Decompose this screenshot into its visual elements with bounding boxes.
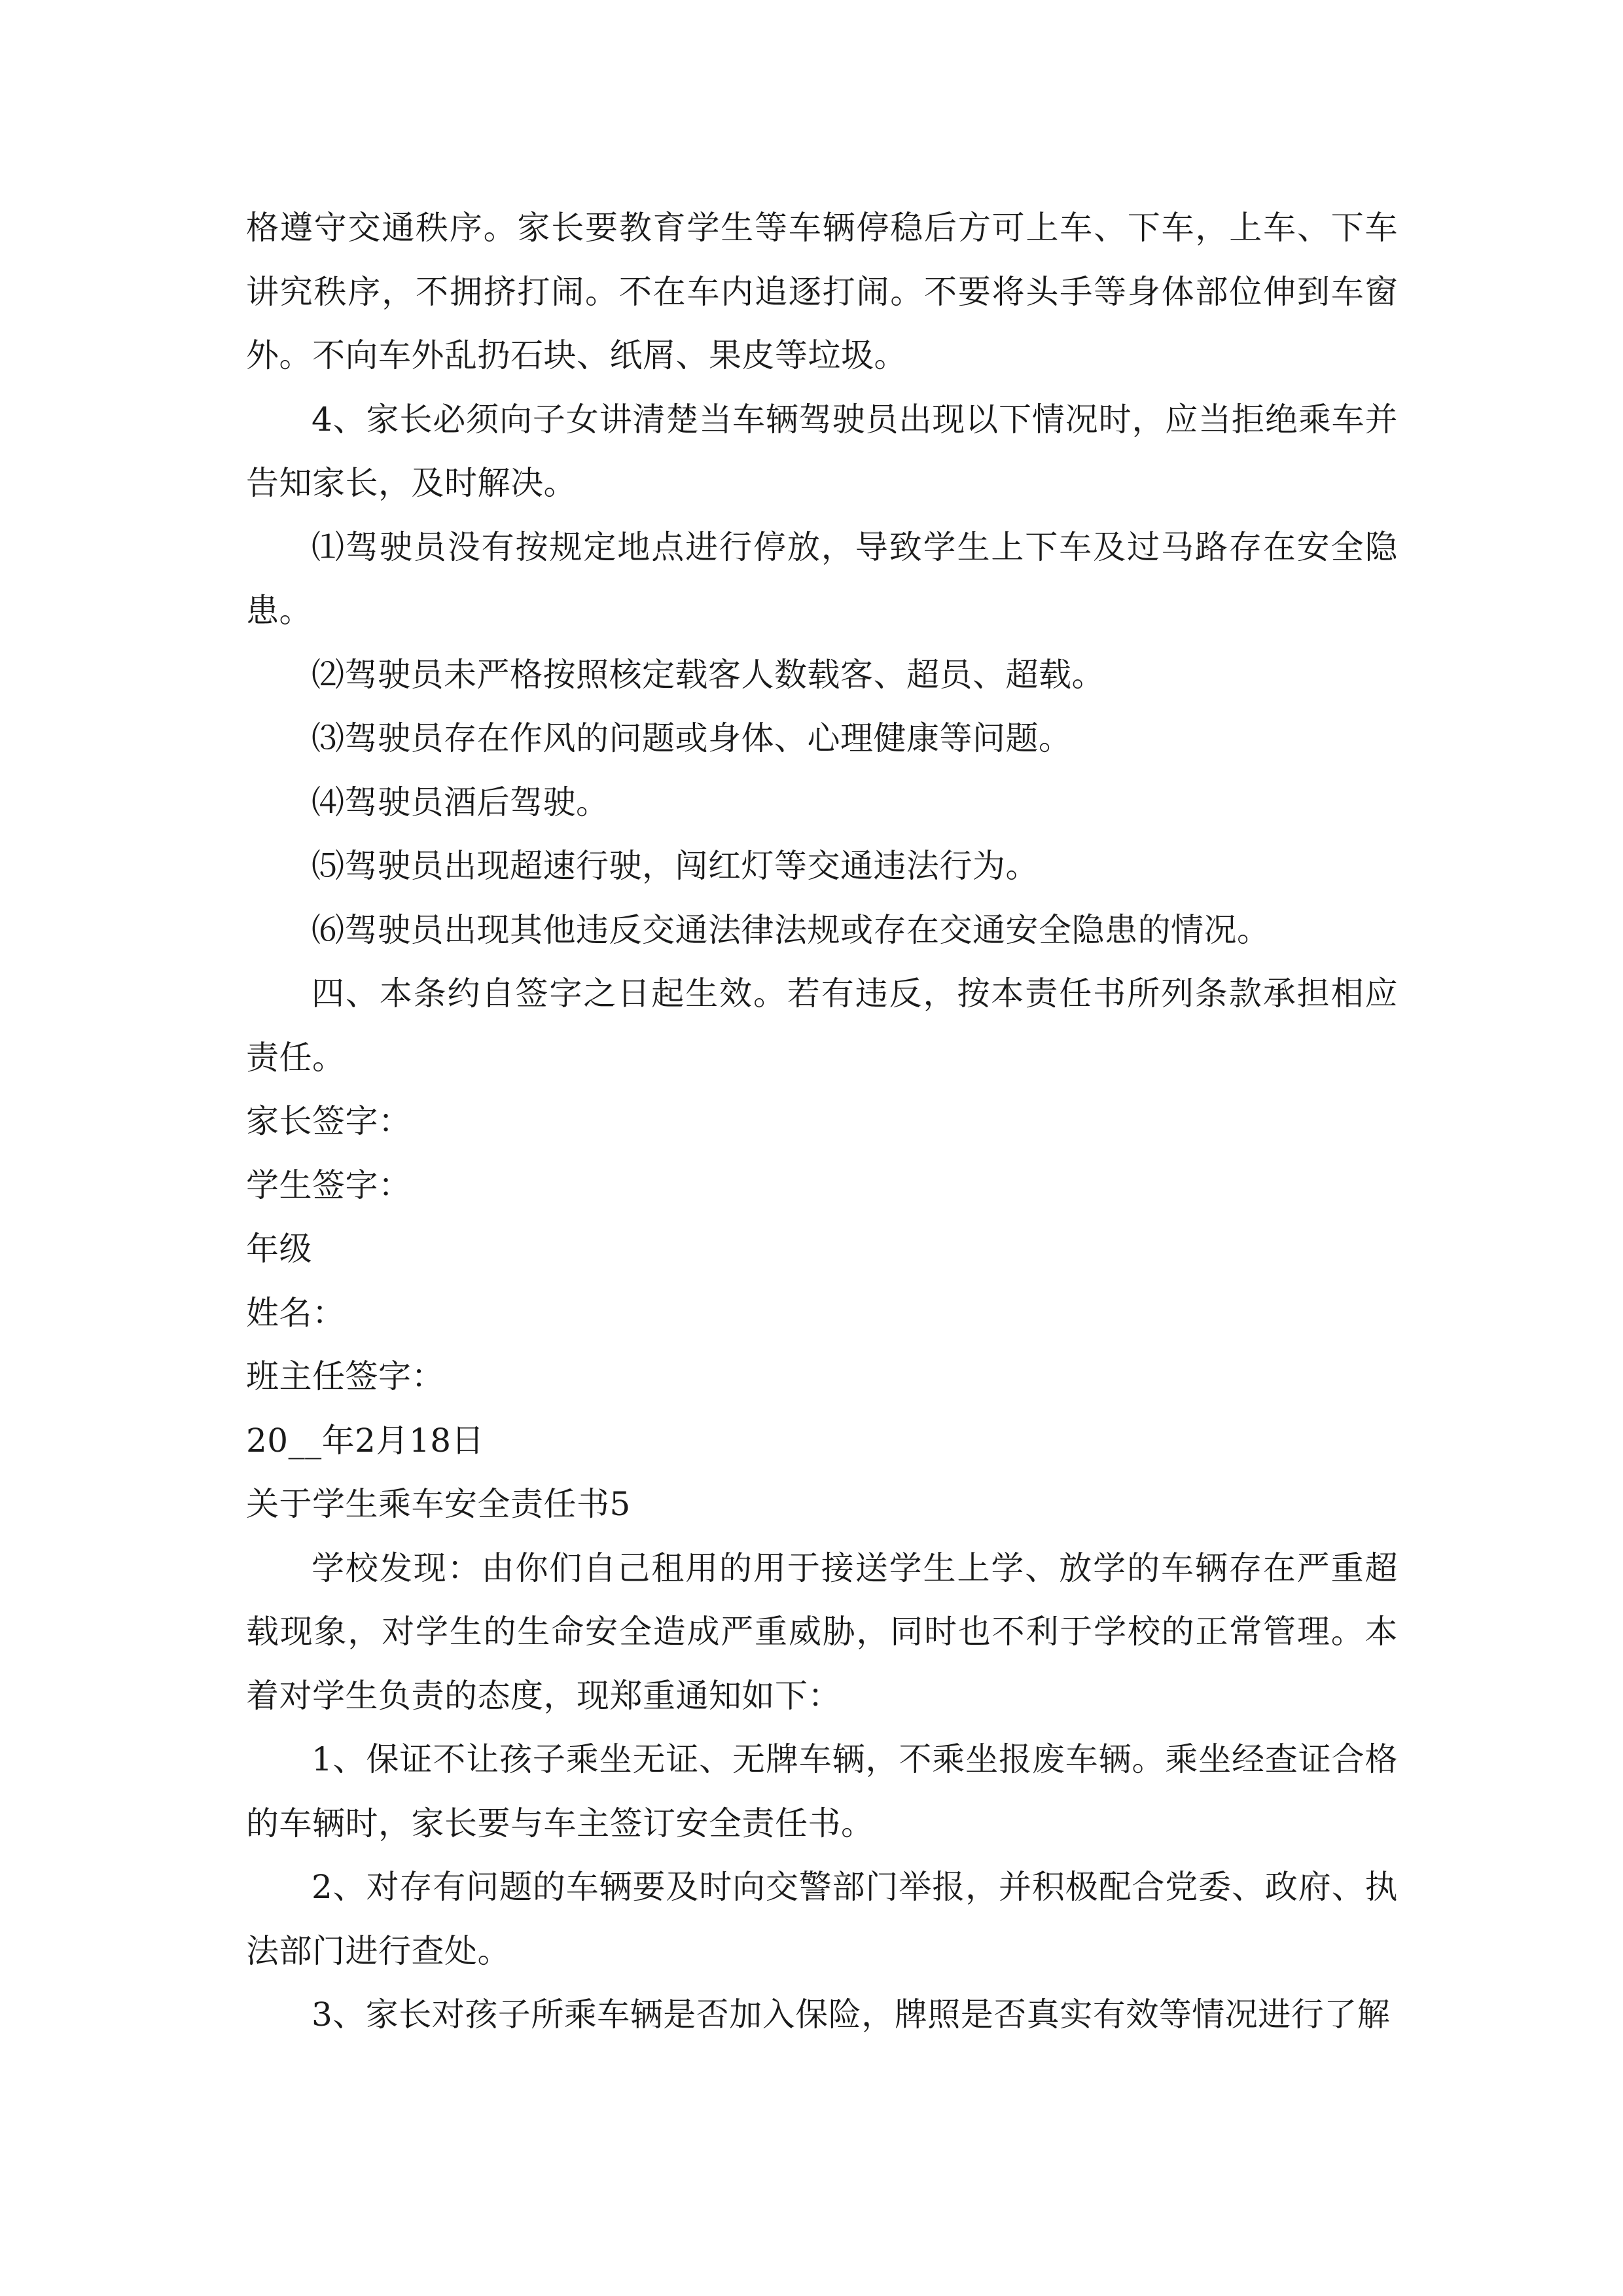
paragraph-sub-4: ⑷驾驶员酒后驾驶。 (312, 783, 609, 821)
paragraph-item-4: 4、家长必须向子女讲清楚当车辆驾驶员出现以下情况时，应当拒绝乘车并告知家长，及时解决。 (246, 400, 1398, 502)
signature-teacher-line: 班主任签字： (246, 1357, 444, 1395)
paragraph-sub-3: ⑶驾驶员存在作风的问题或身体、心理健康等问题。 (312, 719, 1072, 757)
paragraph-sub-5: ⑸驾驶员出现超速行驶，闯红灯等交通违法行为。 (312, 847, 1039, 885)
paragraph-sub-1: ⑴驾驶员没有按规定地点进行停放，导致学生上下车及过马路存在安全隐患。 (246, 528, 1398, 630)
section-title: 关于学生乘车安全责任书5 (246, 1485, 631, 1523)
paragraph-section-4: 四、本条约自签字之日起生效。若有违反，按本责任书所列条款承担相应责任。 (246, 975, 1398, 1077)
paragraph-sub-2: ⑵驾驶员未严格按照核定载客人数载客、超员、超载。 (312, 655, 1105, 694)
name-line: 姓名： (246, 1293, 346, 1332)
paragraph-rule-3: 3、家长对孩子所乘车辆是否加入保险，牌照是否真实有效等情况进行了解 (312, 1996, 1391, 2034)
paragraph-rule-2: 2、对存有问题的车辆要及时向交警部门举报，并积极配合党委、政府、执法部门进行查处。 (246, 1868, 1398, 1970)
paragraph-intro: 学校发现：由你们自己租用的用于接送学生上学、放学的车辆存在严重超载现象，对学生的生命安全造成严重威胁，同时也不利于学校的正常管理。本着对学生负责的态度，现郑重通知如下： (246, 1549, 1398, 1715)
grade-line: 年级 (246, 1230, 312, 1268)
paragraph-sub-6: ⑹驾驶员出现其他违反交通法律法规或存在交通安全隐患的情况。 (312, 910, 1270, 949)
paragraph-rule-1: 1、保证不让孩子乘坐无证、无牌车辆，不乘坐报废车辆。乘坐经查证合格的车辆时，家长要与车主签订安全责任书。 (246, 1740, 1398, 1842)
document-body (246, 196, 1398, 2047)
paragraph-continuation: 格遵守交通秩序。家长要教育学生等车辆停稳后方可上车、下车，上车、下车讲究秩序，不拥挤打闹。不在车内追逐打闹。不要将头手等身体部位伸到车窗外。不向车外乱扔石块、纸屑、果皮等垃圾。 (246, 209, 1398, 374)
signature-parent-line: 家长签字： (246, 1102, 412, 1140)
date-line: 20__年2月18日 (246, 1421, 485, 1460)
signature-student-line: 学生签字： (246, 1166, 412, 1204)
